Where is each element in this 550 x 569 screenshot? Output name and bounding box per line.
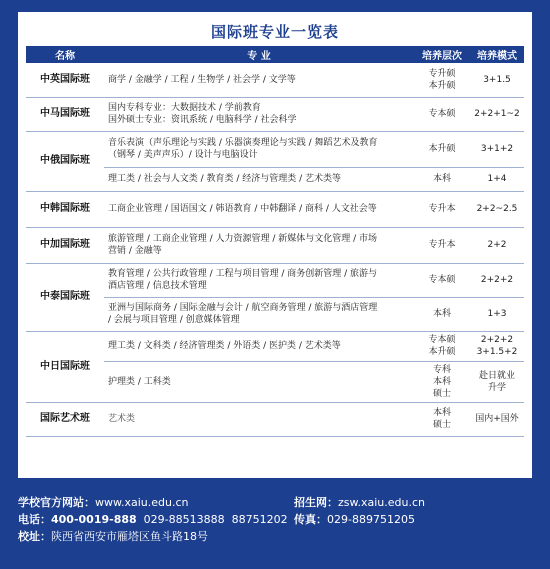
table-row: [26, 191, 524, 227]
program-name: 中加国际班: [26, 227, 104, 263]
program-level: 专科 本科 硕士: [414, 361, 470, 402]
program-mode: 2+2+2: [470, 263, 524, 297]
table-row: [26, 227, 524, 263]
program-name: 国际艺术班: [26, 402, 104, 436]
site-link[interactable]: www.xaiu.edu.cn: [95, 496, 189, 509]
program-name: 中俄国际班: [26, 131, 104, 191]
header-major: 专 业: [104, 46, 414, 63]
program-mode: 2+2+2 3+1.5+2: [470, 331, 524, 361]
program-level: 专本硕 本升硕: [414, 331, 470, 361]
header-mode: 培养模式: [470, 46, 524, 63]
program-name: 中日国际班: [26, 331, 104, 402]
table-row: [26, 263, 524, 297]
table-row: [26, 131, 524, 167]
fax-number: 029-889751205: [327, 513, 415, 526]
program-major: 理工类 / 社会与人文类 / 教育类 / 经济与管理类 / 艺术类等: [104, 167, 414, 191]
program-mode: 3+1+2: [470, 131, 524, 167]
program-major: 理工类 / 文科类 / 经济管理类 / 外语类 / 医护类 / 艺术类等: [104, 331, 414, 361]
address-text: 陕西省西安市雁塔区鱼斗路18号: [51, 530, 208, 543]
header-level: 培养层次: [414, 46, 470, 63]
program-major: 音乐表演（声乐理论与实践 / 乐器演奏理论与实践 / 舞蹈艺术及教育 （钢琴 / 美声声乐）/ 设计与电脑设计: [104, 131, 414, 167]
phone-main: 400-0019-888: [51, 513, 137, 526]
fax-label: 传真：: [294, 513, 327, 526]
program-mode: 3+1.5: [470, 63, 524, 97]
footer-row-address: [18, 528, 538, 545]
program-mode: 1+3: [470, 297, 524, 331]
address-label: 校址：: [18, 530, 51, 543]
program-major: 工商企业管理 / 国语国文 / 韩语教育 / 中韩翻译 / 商科 / 人文社会等: [104, 191, 414, 227]
footer-row-phone: [18, 511, 538, 528]
table-row: [26, 402, 524, 436]
program-mode: 2+2+1~2: [470, 97, 524, 131]
program-major: 亚洲与国际商务 / 国际金融与会计 / 航空商务管理 / 旅游与酒店管理 / 会展与项目管理 / 创意媒体管理: [104, 297, 414, 331]
program-name: 中马国际班: [26, 97, 104, 131]
program-major: 商学 / 金融学 / 工程 / 生物学 / 社会学 / 文学等: [104, 63, 414, 97]
program-card: [18, 12, 532, 478]
program-level: 专升本: [414, 227, 470, 263]
program-name: 中韩国际班: [26, 191, 104, 227]
program-level: 本科: [414, 167, 470, 191]
header-name: 名称: [26, 46, 104, 63]
program-level: 本科: [414, 297, 470, 331]
contact-footer: [18, 494, 538, 545]
program-level: 专本硕: [414, 97, 470, 131]
program-name: 中泰国际班: [26, 263, 104, 331]
table-row: [26, 97, 524, 131]
admit-label: 招生网：: [294, 496, 338, 509]
program-mode: 赴日就业 升学: [470, 361, 524, 402]
program-mode: 2+2~2.5: [470, 191, 524, 227]
program-major: 国内专科专业：大数据技术 / 学前教育 国外硕士专业：资讯系统 / 电脑科学 / 社会科学: [104, 97, 414, 131]
program-mode: 国内+国外: [470, 402, 524, 436]
site-label: 学校官方网站：: [18, 496, 95, 509]
program-level: 本升硕: [414, 131, 470, 167]
program-level: 专本硕: [414, 263, 470, 297]
program-mode: 2+2: [470, 227, 524, 263]
program-major: 护理类 / 工科类: [104, 361, 414, 402]
phone-label: 电话：: [18, 513, 51, 526]
table-header-row: [26, 46, 524, 63]
page-title: 国际班专业一览表: [210, 23, 339, 41]
program-level: 专升硕 本升硕: [414, 63, 470, 97]
program-major: 艺术类: [104, 402, 414, 436]
program-major: 教育管理 / 公共行政管理 / 工程与项目管理 / 商务创新管理 / 旅游与 酒店管理 / 信息技术管理: [104, 263, 414, 297]
program-level: 本科 硕士: [414, 402, 470, 436]
program-level: 专升本: [414, 191, 470, 227]
table-row: [26, 63, 524, 97]
program-name: 中英国际班: [26, 63, 104, 97]
program-table: [26, 46, 524, 437]
program-mode: 1+4: [470, 167, 524, 191]
phone-others: 029-88513888 88751202: [143, 513, 288, 526]
admit-link[interactable]: zsw.xaiu.edu.cn: [338, 496, 426, 509]
program-major: 旅游管理 / 工商企业管理 / 人力资源管理 / 新媒体与文化管理 / 市场 营销 / 金融等: [104, 227, 414, 263]
footer-row-web: [18, 494, 538, 511]
table-row: [26, 331, 524, 361]
